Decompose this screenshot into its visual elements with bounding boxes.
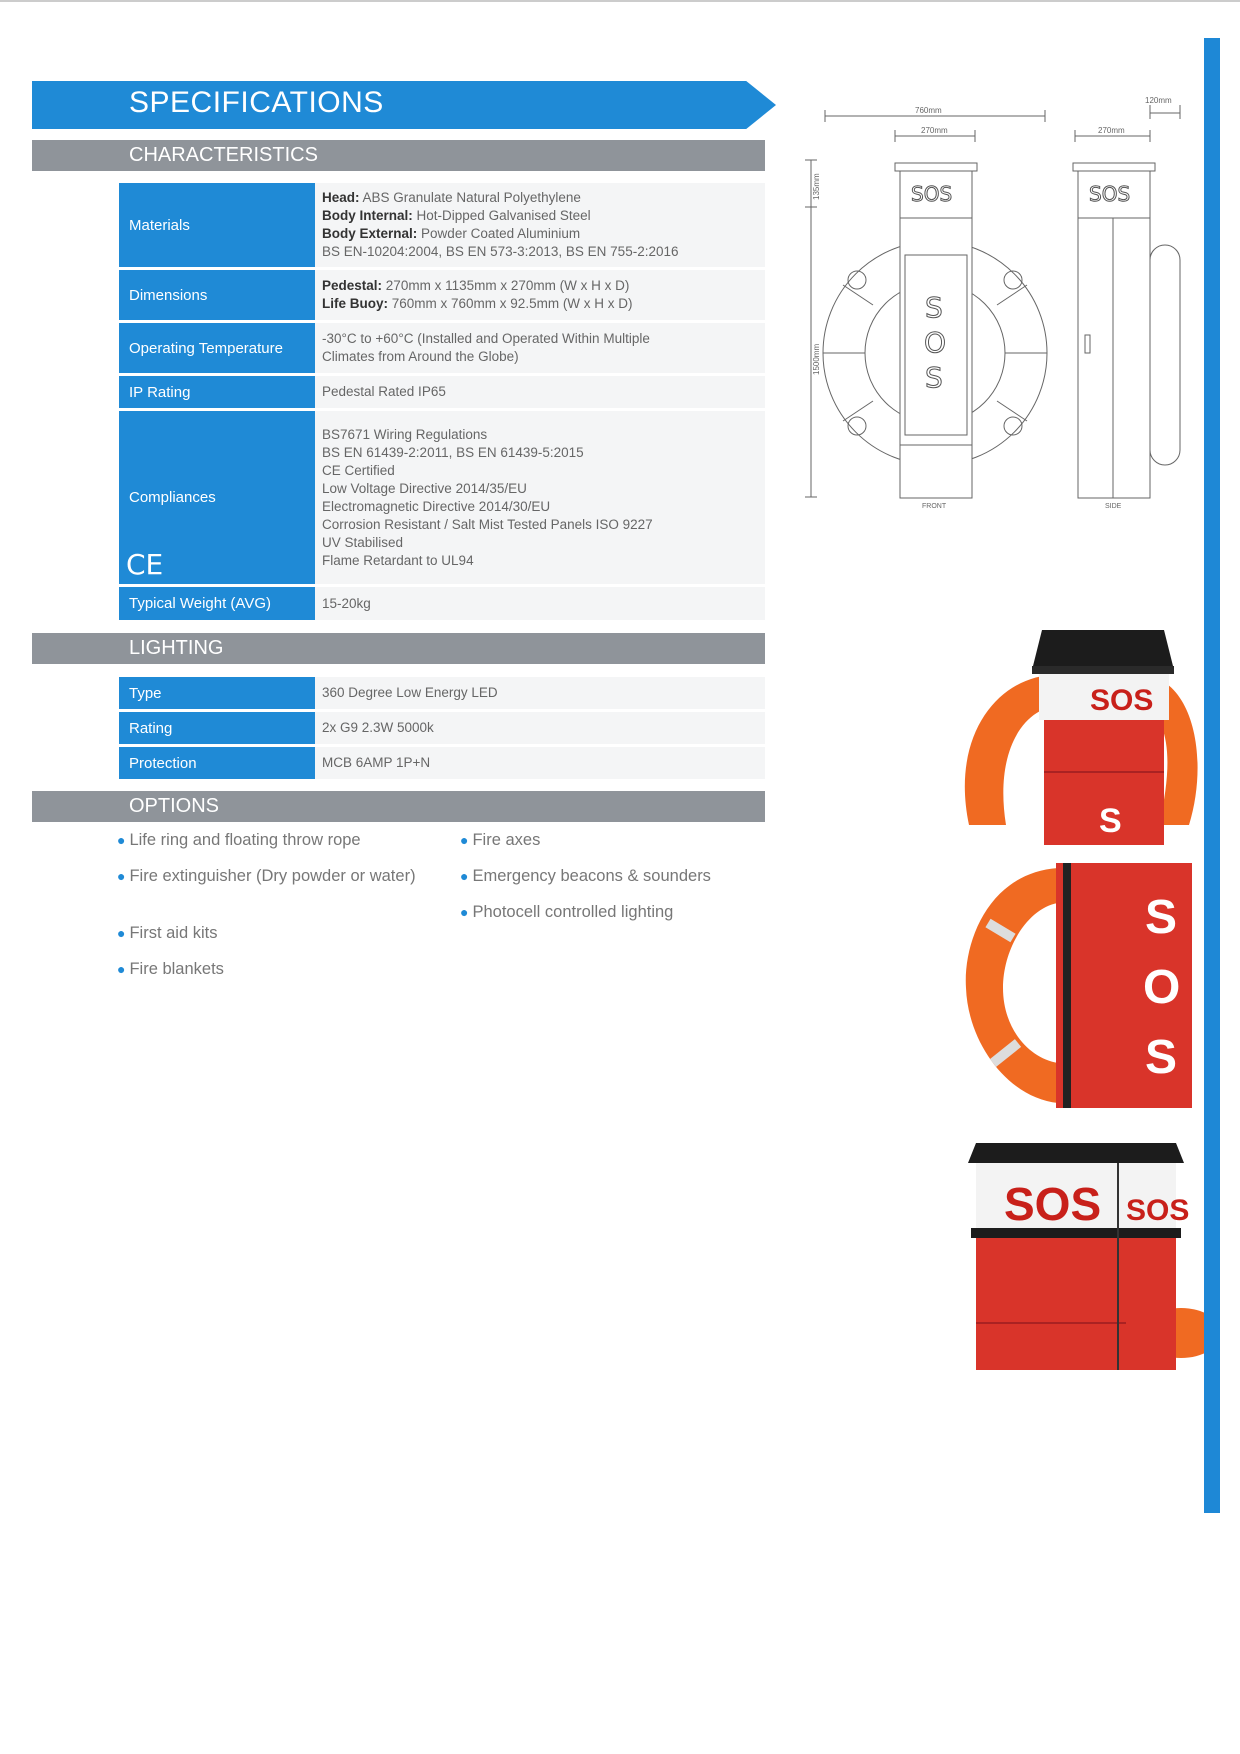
option-item: ● Fire extinguisher (Dry powder or water) bbox=[117, 867, 416, 885]
dimensions-label: Dimensions bbox=[119, 270, 315, 320]
options-title: OPTIONS bbox=[129, 795, 220, 817]
temperature-label: Operating Temperature bbox=[119, 323, 315, 373]
lighting-type-label: Type bbox=[119, 677, 315, 709]
ip-rating-label: IP Rating bbox=[119, 376, 315, 408]
materials-label: Materials bbox=[119, 183, 315, 267]
body-letter-o: O bbox=[924, 326, 947, 359]
compliance-item: Corrosion Resistant / Salt Mist Tested Panels ISO 9227 bbox=[322, 516, 653, 532]
technical-drawing bbox=[795, 95, 1195, 515]
dim-1500-label: 1500mm bbox=[812, 343, 821, 375]
top-rule bbox=[0, 0, 1240, 2]
weight-label: Typical Weight (AVG) bbox=[119, 587, 315, 620]
front-label: FRONT bbox=[922, 503, 947, 510]
dim-270-side-label: 270mm bbox=[1098, 126, 1125, 135]
lighting-rating-text: 2x G9 2.3W 5000k bbox=[322, 720, 434, 735]
photo-body-letter: S bbox=[1099, 802, 1122, 840]
temperature-value bbox=[315, 323, 765, 373]
option-item: ● Fire blankets bbox=[117, 960, 224, 978]
lighting-protection-text: MCB 6AMP 1P+N bbox=[322, 755, 431, 770]
materials-standards: BS EN-10204:2004, BS EN 573-3:2013, BS EN 755-2:2016 bbox=[322, 244, 679, 259]
photo-side-letter: S bbox=[1145, 891, 1178, 944]
dim-760-label: 760mm bbox=[915, 106, 942, 115]
product-photo-top bbox=[964, 610, 1204, 845]
lighting-rating-value bbox=[315, 712, 765, 744]
lighting-protection-value bbox=[315, 747, 765, 779]
temperature-line-1: -30°C to +60°C (Installed and Operated Within Multiple bbox=[322, 331, 650, 346]
materials-internal: Body Internal: Hot-Dipped Galvanised Steel bbox=[322, 208, 591, 223]
compliance-item: UV Stabilised bbox=[322, 534, 404, 550]
dim-120-label: 120mm bbox=[1145, 96, 1172, 105]
compliances-value bbox=[315, 411, 765, 584]
option-item: ● Life ring and floating throw rope bbox=[117, 831, 361, 849]
dimensions-value bbox=[315, 270, 765, 320]
photo-head-sos-side: SOS bbox=[1126, 1194, 1190, 1227]
dimensions-pedestal: Pedestal: 270mm x 1135mm x 270mm (W x H x D) bbox=[322, 278, 630, 293]
photo-head-sos: SOS bbox=[1090, 684, 1154, 717]
materials-value bbox=[315, 183, 765, 267]
dim-270-front-label: 270mm bbox=[921, 126, 948, 135]
lighting-protection-label: Protection bbox=[119, 747, 315, 779]
body-letter-s: S bbox=[925, 361, 943, 394]
dimensions-buoy: Life Buoy: 760mm x 760mm x 92.5mm (W x H x D) bbox=[322, 296, 633, 311]
compliance-item: BS7671 Wiring Regulations bbox=[322, 426, 488, 442]
lighting-type-value bbox=[315, 677, 765, 709]
product-photo-bottom bbox=[966, 1138, 1204, 1370]
photo-side-letter: S bbox=[1145, 1031, 1178, 1084]
front-head-sos: SOS bbox=[911, 182, 953, 206]
compliance-item: Flame Retardant to UL94 bbox=[322, 552, 474, 568]
compliance-item: Electromagnetic Directive 2014/30/EU bbox=[322, 498, 551, 514]
body-letter-s: S bbox=[925, 291, 943, 324]
materials-head: Head: ABS Granulate Natural Polyethylene bbox=[322, 190, 581, 205]
weight-text: 15-20kg bbox=[322, 595, 371, 611]
compliance-item: Low Voltage Directive 2014/35/EU bbox=[322, 480, 527, 496]
side-head-sos: SOS bbox=[1089, 182, 1131, 206]
lighting-type-text: 360 Degree Low Energy LED bbox=[322, 685, 498, 700]
option-item: ● Fire axes bbox=[460, 831, 541, 849]
compliances-label: Compliances bbox=[119, 411, 315, 584]
ce-mark-icon: CE bbox=[126, 548, 164, 581]
ip-rating-text: Pedestal Rated IP65 bbox=[322, 384, 446, 399]
lighting-rating-label: Rating bbox=[119, 712, 315, 744]
materials-external: Body External: Powder Coated Aluminium bbox=[322, 226, 581, 241]
lighting-title: LIGHTING bbox=[129, 637, 224, 659]
photo-head-sos: SOS bbox=[1004, 1178, 1102, 1230]
dim-135-label: 135mm bbox=[812, 173, 821, 200]
page-title: SPECIFICATIONS bbox=[129, 86, 384, 119]
photo-side-letter: O bbox=[1143, 961, 1181, 1014]
page-edge-strip bbox=[1204, 38, 1220, 1513]
temperature-line-2: Climates from Around the Globe) bbox=[322, 349, 519, 364]
compliance-item: BS EN 61439-2:2011, BS EN 61439-5:2015 bbox=[322, 444, 584, 460]
option-item: ● Photocell controlled lighting bbox=[460, 903, 674, 921]
product-photo-middle bbox=[958, 863, 1194, 1108]
weight-value bbox=[315, 587, 765, 620]
side-view bbox=[1073, 163, 1180, 498]
ip-rating-value bbox=[315, 376, 765, 408]
side-label: SIDE bbox=[1105, 503, 1122, 510]
characteristics-title: CHARACTERISTICS bbox=[129, 144, 318, 166]
compliance-item: CE Certified bbox=[322, 462, 395, 478]
option-item: ● First aid kits bbox=[117, 924, 218, 942]
option-item: ● Emergency beacons & sounders bbox=[460, 867, 711, 885]
